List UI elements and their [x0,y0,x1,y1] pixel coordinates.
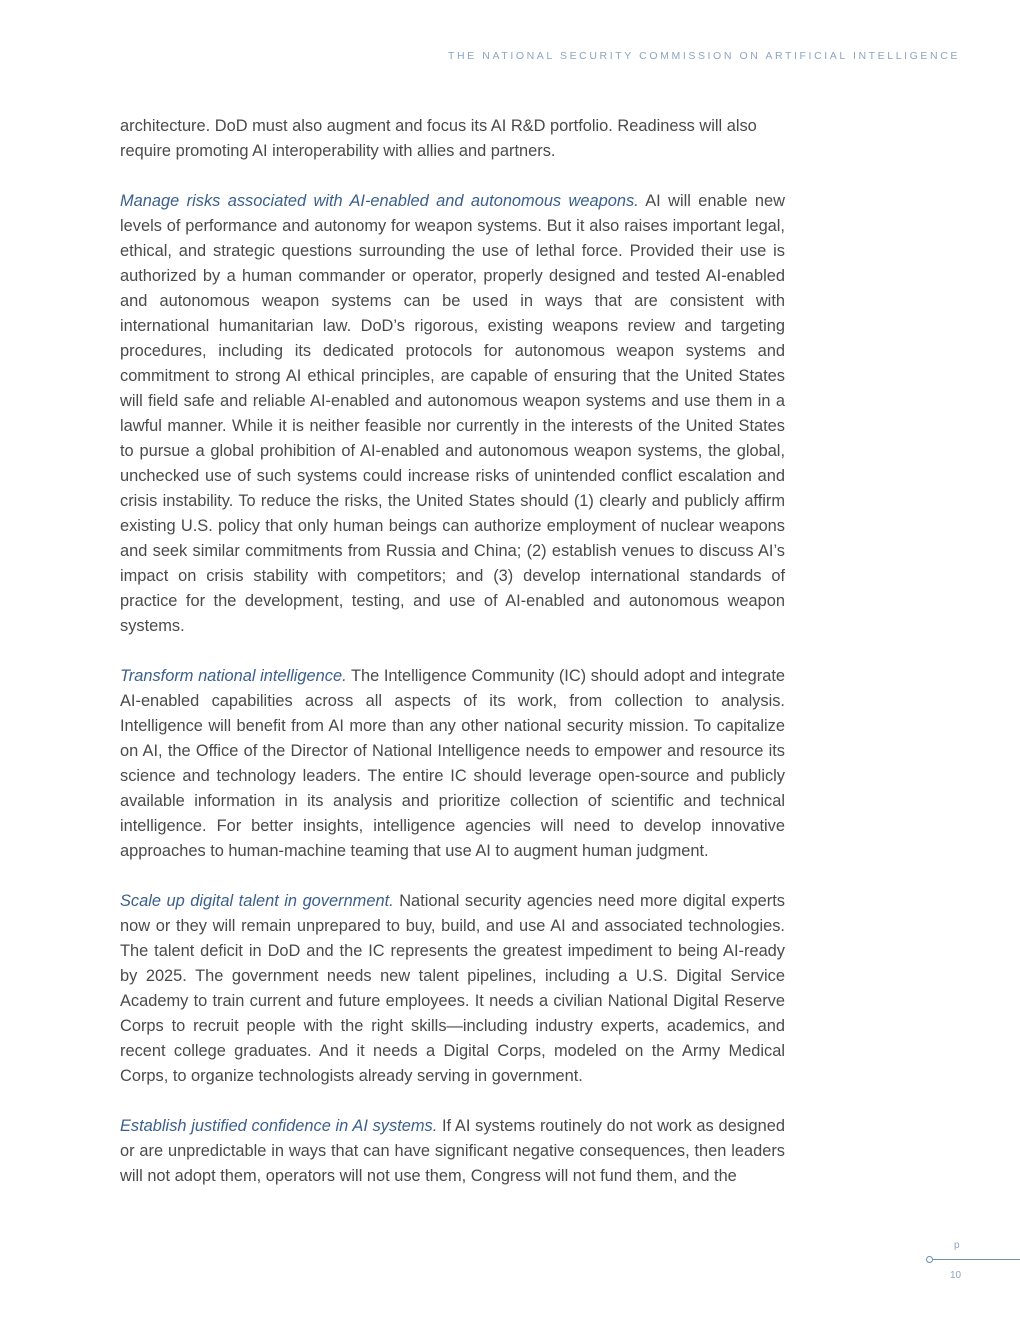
document-body [120,114,785,1214]
paragraph-5 [120,1114,785,1189]
paragraph-1 [120,114,785,164]
running-header: THE NATIONAL SECURITY COMMISSION ON ARTIFICIAL INTELLIGENCE [447,50,960,62]
paragraph-4 [120,889,785,1089]
paragraph-2-text: AI will enable new levels of performance and autonomy for weapon systems. But it also raises important legal, ethical, and strategic questions surrounding the use of lethal force. Provided their use is authorized by a human commander or operator, properly designed and tested AI-enabled and autonomous weapon systems can be used in ways that are consistent with international humanitarian law. DoD’s rigorous, existing weapons review and targeting procedures, including its dedicated protocols for autonomous weapon systems and commitment to strong AI ethical principles, are capable of ensuring that the United States will field safe and reliable AI-enabled and autonomous weapon systems and use them in a lawful manner. While it is neither feasible nor currently in the interests of the United States to pursue a global prohibition of AI-enabled and autonomous weapon systems, the global, unchecked use of such systems could increase risks of unintended conflict escalation and crisis instability. To reduce the risks, the United States should (1) clearly and publicly affirm existing U.S. policy that only human beings can authorize employment of nuclear weapons and seek similar commitments from Russia and China; (2) establish venues to discuss AI’s impact on crisis stability with competitors; and (3) develop international standards of practice for the development, testing, and use of AI-enabled and autonomous weapon systems. [120,192,786,635]
paragraph-3 [120,664,785,864]
paragraph-3-text: The Intelligence Community (IC) should adopt and integrate AI-enabled capabilities across all aspects of its work, from collection to analysis. Intelligence will benefit from AI more than any other national security mission. To capitalize on AI, the Office of the Director of National Intelligence needs to empower and resource its science and technology leaders. The entire IC should leverage open-source and publicly available information in its analysis and prioritize collection of scientific and technical intelligence. For better insights, intelligence agencies will need to develop innovative approaches to human-machine teaming that use AI to augment human judgment. [120,667,785,860]
paragraph-2-lead: Manage risks associated with AI-enabled and autonomous weapons. [120,192,639,210]
paragraph-5-text: If AI systems routinely do not work as designed or are unpredictable in ways that can have significant negative consequences, then leaders will not adopt them, operators will not use them, Congress will not fund them, and the [120,1117,785,1185]
page-number: 10 [950,1270,962,1281]
paragraph-3-lead: Transform national intelligence. [120,667,347,685]
page-rule [931,1259,1020,1260]
paragraph-1-text: architecture. DoD must also augment and focus its AI R&D portfolio. Readiness will also require promoting AI interoperability with allies and partners. [120,117,757,160]
page-label: p [954,1240,960,1251]
paragraph-4-text: National security agencies need more digital experts now or they will remain unprepared to buy, build, and use AI and associated technologies. The talent deficit in DoD and the IC represents the greatest impediment to being AI-ready by 2025. The government needs new talent pipelines, including a U.S. Digital Service Academy to train current and future employees. It needs a civilian National Digital Reserve Corps to recruit people with the right skills—including industry experts, academics, and recent college graduates. And it needs a Digital Corps, modeled on the Army Medical Corps, to organize technologists already serving in government. [120,892,785,1085]
paragraph-2 [120,189,785,639]
paragraph-4-lead: Scale up digital talent in government. [120,892,394,910]
paragraph-5-lead: Establish justified confidence in AI systems. [120,1117,438,1135]
page-marker-dot [926,1256,933,1263]
